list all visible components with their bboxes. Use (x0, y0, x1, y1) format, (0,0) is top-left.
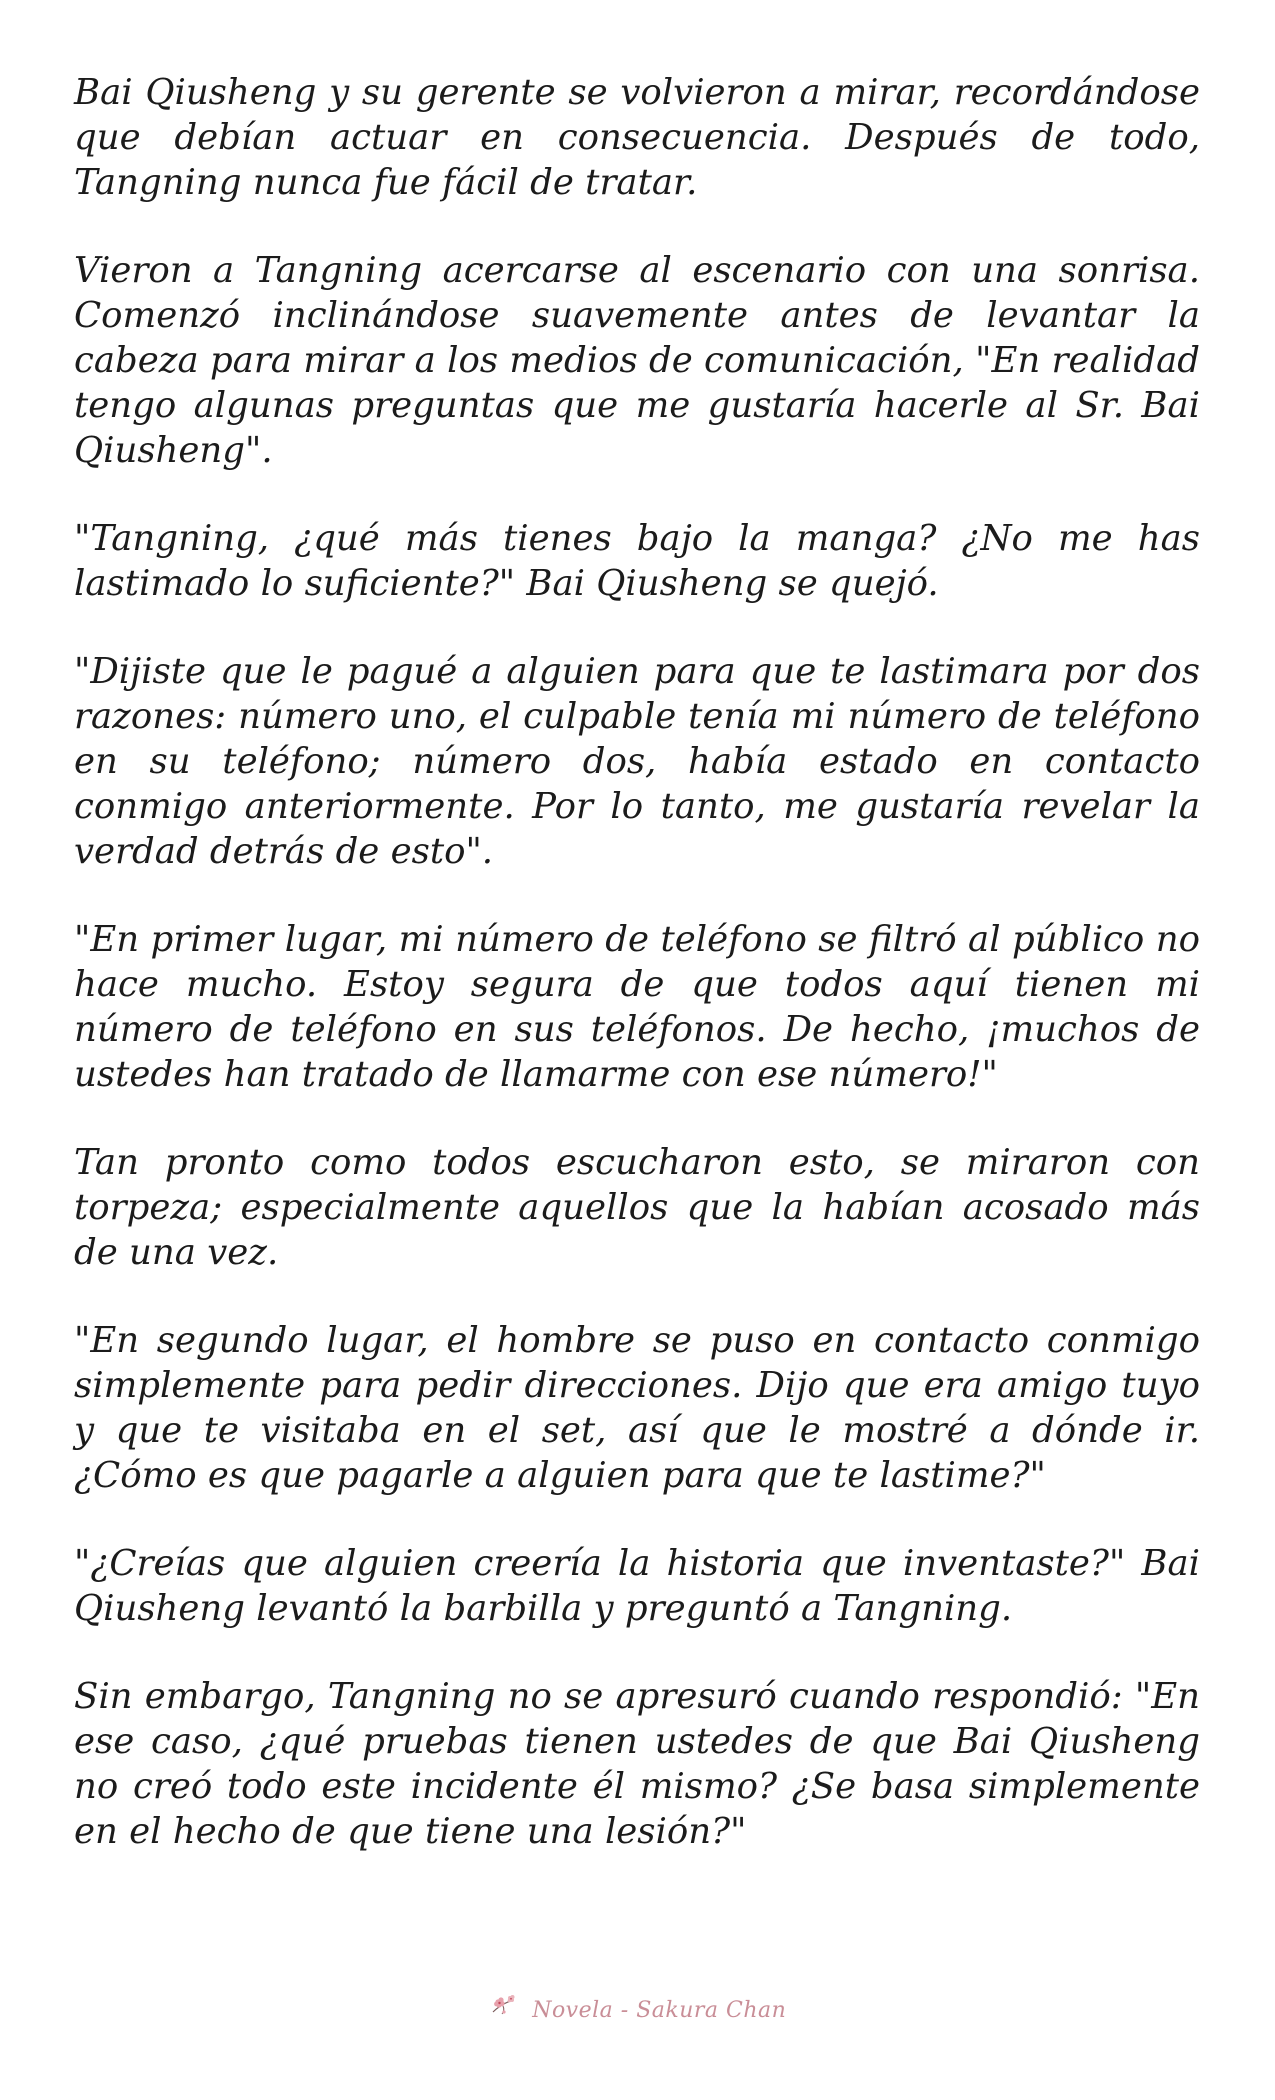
paragraph-7: "En segundo lugar, el hombre se puso en contacto conmigo simplemente para pedir direcciones. Dijo que era amigo tuyo y que te visitaba en el set, así que le mostré a dónde ir. ¿Cómo es que pagarle a alguien para que te lastime?" (74, 1320, 1200, 1496)
paragraph-4: "Dijiste que le pagué a alguien para que te lastimara por dos razones: número uno, el culpable tenía mi número de teléfono en su teléfono; número dos, había estado en contacto conmigo anteriormente. Por lo tanto, me gustaría revelar la verdad detrás de esto". (74, 651, 1200, 872)
watermark-text: Novela - Sakura Chan (532, 1998, 787, 2023)
paragraph-5: "En primer lugar, mi número de teléfono se filtró al público no hace mucho. Estoy segura de que todos aquí tienen mi número de teléfono en sus teléfonos. De hecho, ¡muchos de ustedes han tratado de llamarme con ese número!" (74, 919, 1200, 1095)
sakura-flower-icon (489, 1992, 519, 2024)
paragraph-6: Tan pronto como todos escucharon esto, se miraron con torpeza; especialmente aquellos que la habían acosado más de una vez. (74, 1142, 1200, 1273)
paragraph-2: Vieron a Tangning acercarse al escenario con una sonrisa. Comenzó inclinándose suavemente antes de levantar la cabeza para mirar a los medios de comunicación, "En realidad tengo algunas preguntas que me gustaría hacerle al Sr. Bai Qiusheng". (74, 250, 1200, 471)
document-body (74, 70, 1200, 1897)
paragraph-8: "¿Creías que alguien creería la historia que inventaste?" Bai Qiusheng levantó la barbilla y preguntó a Tangning. (74, 1543, 1200, 1629)
paragraph-1: Bai Qiusheng y su gerente se volvieron a mirar, recordándose que debían actuar en consecuencia. Después de todo, Tangning nunca fue fácil de tratar. (74, 72, 1200, 203)
watermark (0, 1998, 1275, 2024)
paragraph-9: Sin embargo, Tangning no se apresuró cuando respondió: "En ese caso, ¿qué pruebas tienen ustedes de que Bai Qiusheng no creó todo este incidente él mismo? ¿Se basa simplemente en el hecho de que tiene una lesión?" (74, 1676, 1200, 1852)
paragraph-3: "Tangning, ¿qué más tienes bajo la manga? ¿No me has lastimado lo suficiente?" Bai Qiusheng se quejó. (74, 518, 1200, 604)
